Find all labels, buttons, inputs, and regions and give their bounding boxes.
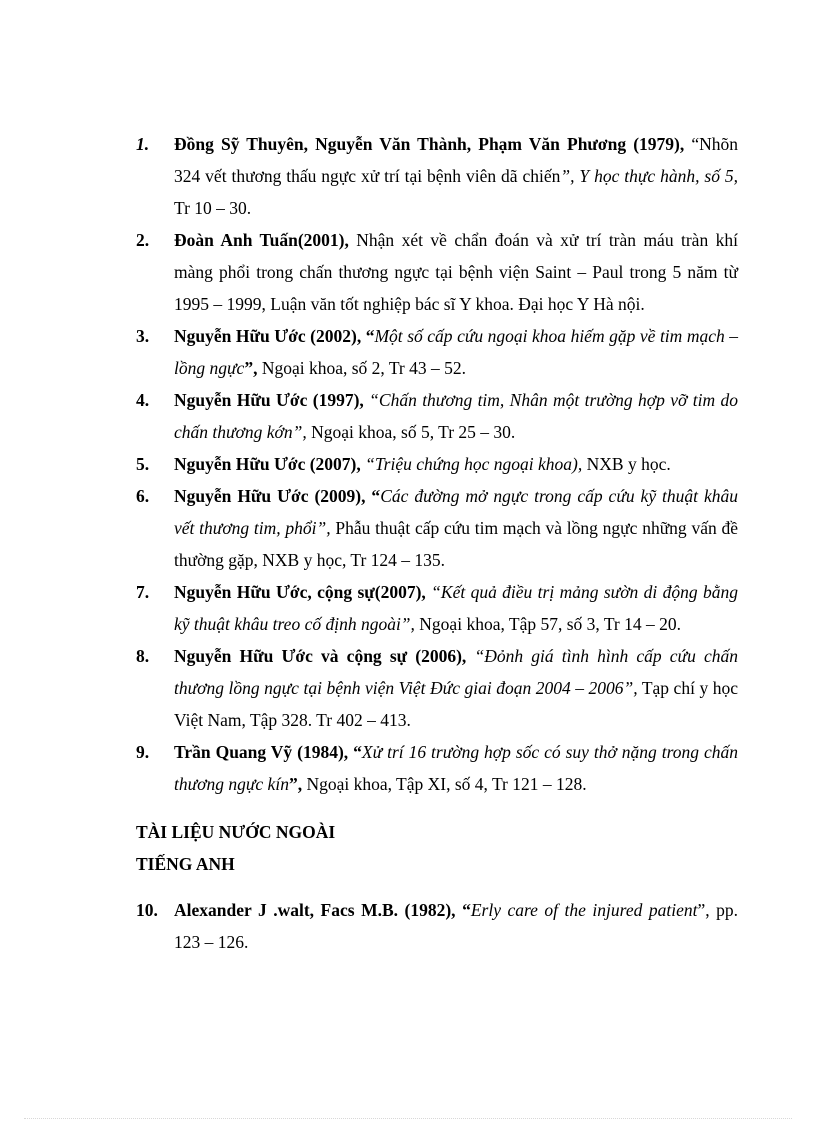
reference-text <box>174 224 738 320</box>
reference-title: Xử trí 16 trường hợp sốc có suy thở nặng trong chấn thương ngực kín <box>174 742 738 794</box>
reference-item <box>136 224 738 320</box>
reference-number: 10. <box>136 900 158 920</box>
reference-quote-close: ”, <box>288 774 303 794</box>
reference-title: Các đường mở ngực trong cấp cứu kỹ thuật khâu vết thương tim, phổi”, <box>174 486 738 538</box>
reference-item <box>136 736 738 800</box>
reference-text <box>174 576 738 640</box>
reference-author: Nguyễn Hữu Ước và cộng sự (2006), <box>174 646 467 666</box>
reference-text <box>174 480 738 576</box>
reference-number: 7. <box>136 582 150 602</box>
reference-text <box>174 384 738 448</box>
reference-pages: Nhận xét về chẩn đoán và xử trí tràn máu tràn khí màng phổi trong chấn thương ngực tại bệnh viện Saint – Paul trong 5 năm từ 1995 – 1999, Luận văn tốt nghiệp bác sĩ Y khoa. Đại học Y Hà nội. <box>174 230 738 314</box>
reference-title: “Kết quả điều trị mảng sườn di động bằng kỹ thuật khâu treo cố định ngoài”, <box>174 582 738 634</box>
reference-item <box>136 128 738 224</box>
reference-author: Nguyễn Hữu Ước (2009), “ <box>174 486 381 506</box>
reference-pages: Phẫu thuật cấp cứu tim mạch và lồng ngực những vấn đề thường gặp, NXB y học, Tr 124 – 135. <box>174 518 738 570</box>
reference-number: 2. <box>136 230 150 250</box>
reference-pages: Tr 10 – 30. <box>174 198 252 218</box>
reference-title: “Nhõn 324 vết thương thấu ngực xử trí tại bệnh viên dã chiến <box>174 134 739 186</box>
section-heading-foreign: TÀI LIỆU NƯỚC NGOÀI <box>136 822 336 842</box>
reference-number: 5. <box>136 454 150 474</box>
reference-number: 8. <box>136 646 150 666</box>
reference-item <box>136 576 738 640</box>
reference-text <box>174 640 738 736</box>
reference-journal: ”, Y học thực hành, số 5, <box>560 166 739 186</box>
reference-number: 4. <box>136 390 150 410</box>
reference-author: Alexander J .walt, Facs M.B. (1982), “ <box>174 900 471 920</box>
reference-item <box>136 320 738 384</box>
reference-text <box>174 448 738 480</box>
reference-item <box>136 480 738 576</box>
reference-title: “Triệu chứng học ngoại khoa), <box>360 454 583 474</box>
reference-pages: ”, pp. 123 – 126. <box>174 900 738 952</box>
reference-text <box>174 320 738 384</box>
reference-text <box>174 894 738 958</box>
reference-text <box>174 736 738 800</box>
reference-pages: Ngoại khoa, Tập XI, số 4, Tr 121 – 128. <box>302 774 587 794</box>
reference-title: Erly care of the injured patient <box>470 900 698 920</box>
reference-author: Trần Quang Vỹ (1984), “ <box>174 742 362 762</box>
reference-item <box>136 640 738 736</box>
reference-number: 6. <box>136 486 150 506</box>
reference-pages: Ngoại khoa, Tập 57, số 3, Tr 14 – 20. <box>414 614 681 634</box>
reference-author: Nguyễn Hữu Ước (2007), <box>174 454 361 474</box>
page-bottom-divider <box>24 1118 792 1119</box>
reference-number: 3. <box>136 326 150 346</box>
reference-text <box>174 128 738 224</box>
reference-title: Một số cấp cứu ngoại khoa hiếm gặp về tim mạch – lồng ngực <box>174 326 739 378</box>
reference-item <box>136 384 738 448</box>
reference-author: Đoàn Anh Tuấn(2001), <box>174 230 349 250</box>
reference-title: “Chấn thương tim, Nhân một trường hợp vỡ tim do chấn thương kớn”, <box>174 390 738 442</box>
reference-quote-close: ”, <box>244 358 258 378</box>
reference-pages: Tạp chí y học Việt Nam, Tập 328. Tr 402 – 413. <box>174 678 738 730</box>
reference-item <box>136 894 738 958</box>
reference-list <box>136 128 738 958</box>
reference-pages: Ngoại khoa, số 5, Tr 25 – 30. <box>306 422 516 442</box>
reference-title: “Đỏnh giá tình hình cấp cứu chấn thương lồng ngực tại bệnh viện Việt Đức giai đoạn 2004 – 2006”, <box>174 646 738 698</box>
reference-pages: Ngoại khoa, số 2, Tr 43 – 52. <box>257 358 466 378</box>
reference-author: Đồng Sỹ Thuyên, Nguyễn Văn Thành, Phạm Văn Phương (1979), <box>174 134 685 154</box>
reference-author: Nguyễn Hữu Ước, cộng sự(2007), <box>174 582 426 602</box>
reference-number: 9. <box>136 742 150 762</box>
reference-pages: NXB y học. <box>582 454 671 474</box>
reference-author: Nguyễn Hữu Ước (2002), “ <box>174 326 375 346</box>
reference-author: Nguyễn Hữu Ước (1997), <box>174 390 364 410</box>
section-heading-english: TIẾNG ANH <box>136 854 235 874</box>
reference-item <box>136 448 738 480</box>
reference-number: 1. <box>136 134 150 154</box>
